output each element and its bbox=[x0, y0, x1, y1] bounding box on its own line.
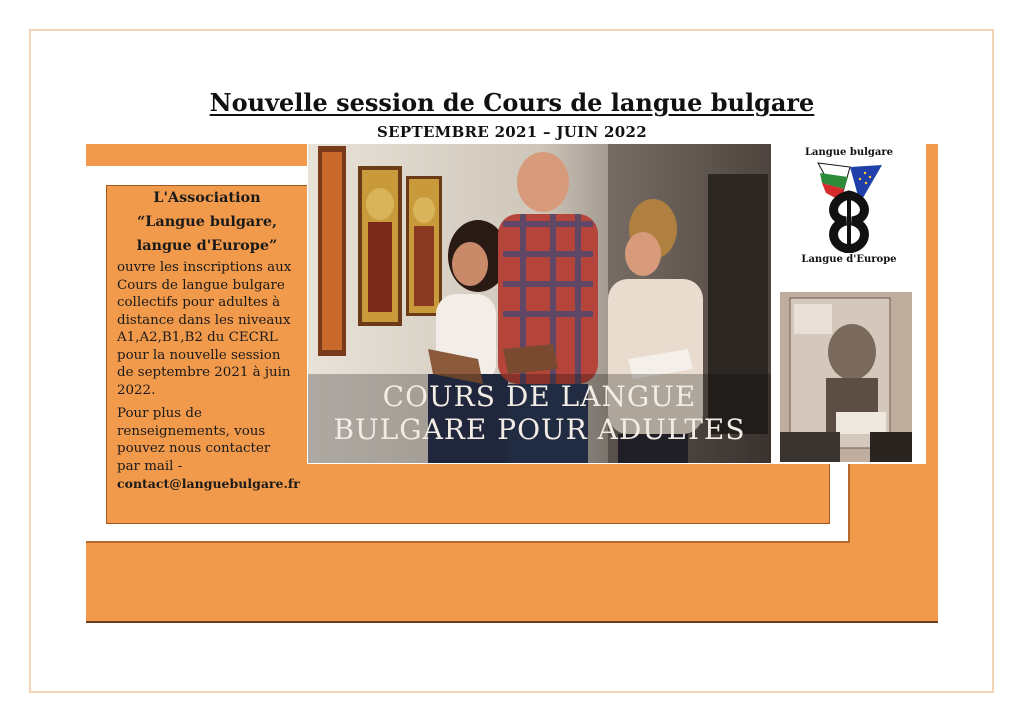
logo-bottom-text: Langue d'Europe bbox=[801, 254, 897, 265]
contact-text: Pour plus de renseignements, vous pouvez nous contacter par mail - bbox=[117, 406, 271, 474]
page-subtitle: SEPTEMBRE 2021 – JUIN 2022 bbox=[377, 123, 647, 141]
caption-line-1: COURS DE LANGUE bbox=[382, 380, 697, 413]
language-logo-icon bbox=[810, 159, 888, 253]
course-photo bbox=[307, 143, 772, 464]
association-name bbox=[117, 186, 297, 258]
contact-email-link[interactable]: contact@languebulgare.fr bbox=[117, 476, 300, 491]
logo-top-text: Langue bulgare bbox=[804, 147, 894, 158]
caption-line-2: BULGARE POUR ADULTES bbox=[333, 413, 746, 446]
page-title bbox=[0, 88, 1024, 117]
contact-paragraph bbox=[117, 405, 300, 494]
info-text bbox=[117, 186, 300, 494]
logo-card bbox=[772, 143, 926, 464]
photo-caption bbox=[308, 380, 771, 446]
orange-background-border bbox=[86, 621, 938, 623]
association-line-1: L'Association bbox=[153, 189, 261, 206]
page-title-text: Nouvelle session de Cours de langue bulgare bbox=[209, 88, 815, 117]
bulgarian-textbook-image bbox=[780, 292, 912, 462]
textbook-illustration bbox=[780, 292, 912, 462]
registration-paragraph: ouvre les inscriptions aux Cours de langue bulgare collectifs pour adultes à distance dans les niveaux A1,A2,B1,B2 du CECRL pour la nouvelle session de septembre 2021 à juin 2022. bbox=[117, 260, 292, 398]
association-line-2: “Langue bulgare, bbox=[137, 213, 277, 230]
association-line-3: langue d'Europe” bbox=[136, 237, 278, 254]
